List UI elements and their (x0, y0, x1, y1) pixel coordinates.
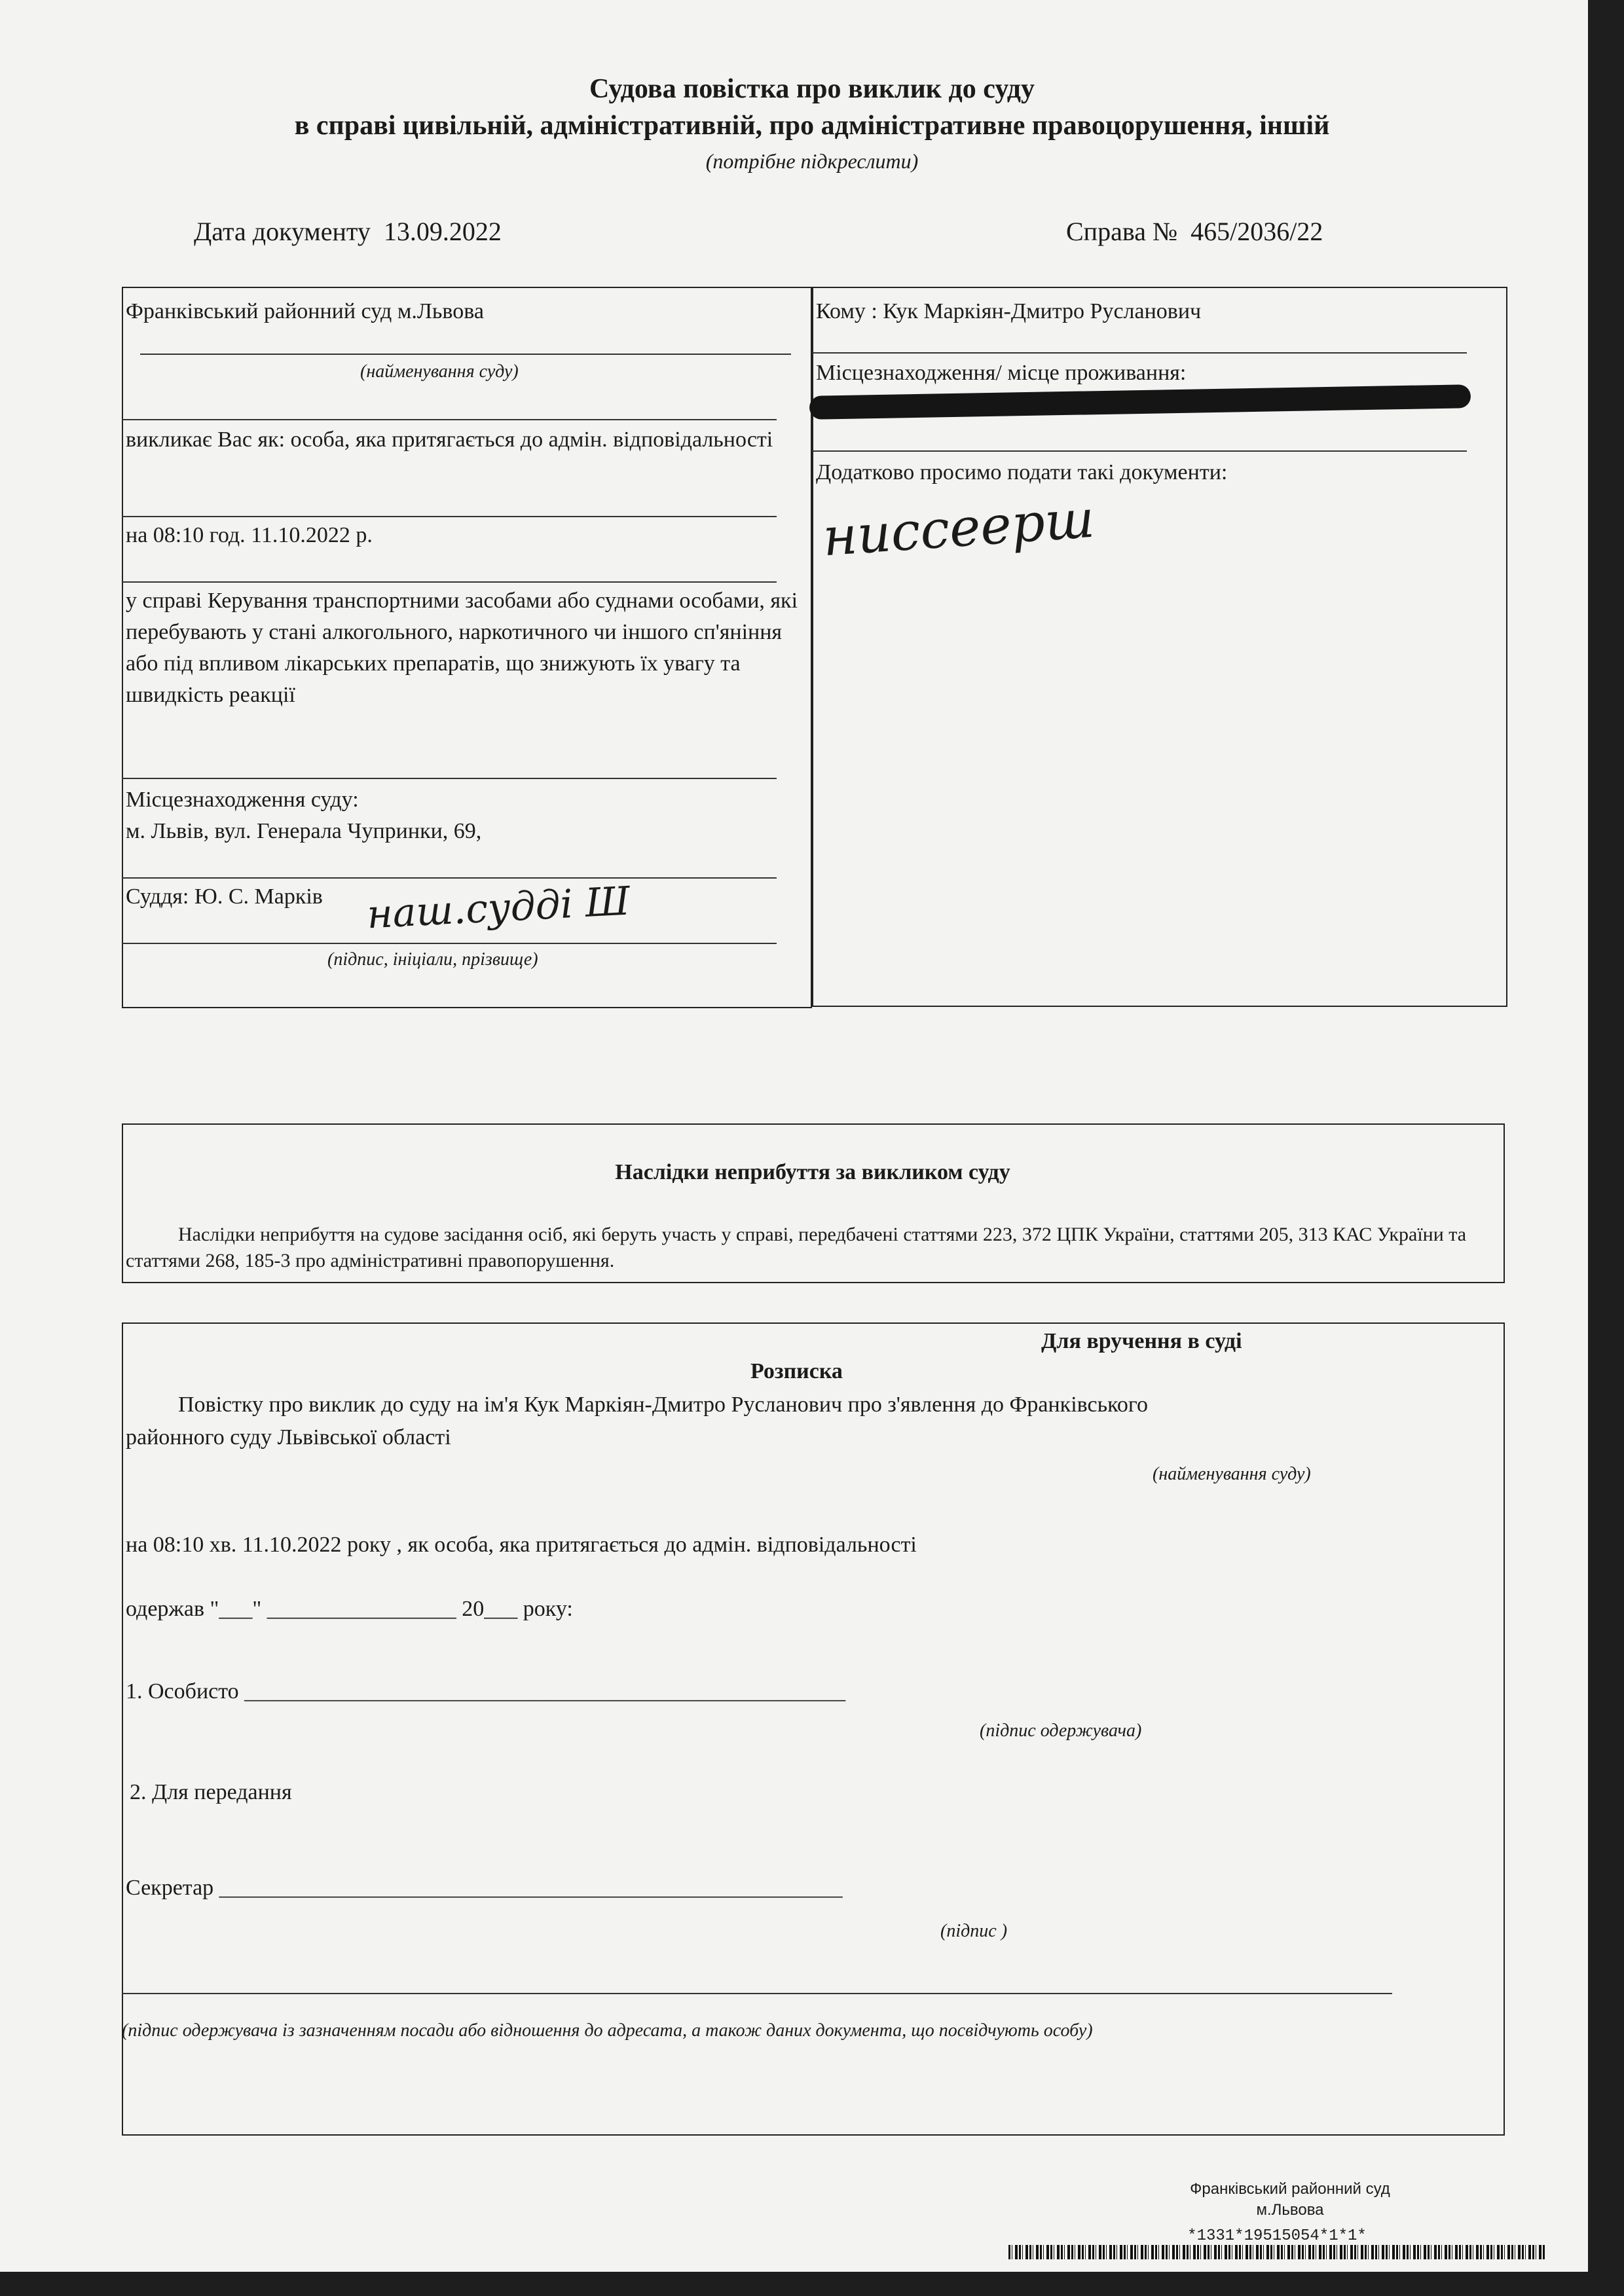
divider (812, 352, 1467, 354)
court-name-caption: (найменування суду) (360, 361, 519, 382)
judge-signature: наш.судді Ш (365, 878, 631, 938)
receipt-title: Розписка (750, 1359, 843, 1383)
receipt-time: на 08:10 хв. 11.10.2022 року , як особа, яка притягається до адмін. відповідальності (126, 1533, 917, 1557)
scan-edge-right (1588, 0, 1624, 2296)
scan-edge-bottom (0, 2272, 1624, 2296)
extra-docs-handwritten: ниссеерш (821, 488, 1097, 568)
court-location-label: Місцезнаходження суду: (126, 788, 359, 812)
divider (122, 419, 777, 420)
consequences-title: Наслідки неприбуття за викликом суду (615, 1160, 1010, 1184)
document-date-label: Дата документу (194, 217, 371, 246)
document-title-line2: в справі цивільній, адміністративній, про адміністративне правоцорушення, іншій (294, 111, 1330, 141)
barcode (1008, 2245, 1545, 2259)
receipt-line2: районного суду Львівської області (126, 1425, 451, 1449)
received-line: одержав "___" _________________ 20___ року: (126, 1597, 573, 1621)
divider (812, 450, 1467, 452)
receipt-line1: Повістку про виклик до суду на ім'я Кук Маркіян-Дмитро Русланович про з'явлення до Франківського (178, 1393, 1148, 1417)
footer-court-line2: м.Львова (1256, 2201, 1324, 2219)
recipient-details-caption: (підпис одержувача із зазначенням посади або відношення до адресата, а також даних документа, що посвідчують особу) (122, 2020, 1093, 2041)
document-title: Судова повістка про виклик до суду (589, 74, 1035, 104)
consequences-text: Наслідки неприбуття на судове засідання осіб, які беруть участь у справі, передбачені статтями 223, 372 ЦПК України, статтями 205, 313 КАС України та статтями 268, 185-3 про адміністративні правопорушення. (126, 1224, 1467, 1271)
divider (140, 354, 791, 355)
underline-note: (потрібне підкреслити) (705, 149, 919, 173)
personally-line: 1. Особисто ______________________________________________________ (126, 1679, 846, 1704)
case-subject: у справі Керування транспортними засобами або суднами особами, які перебувають у стані алкогольного, наркотичного чи іншого сп'яніння або під впливом лікарських препаратів, що знижують їх увагу та швидкість реакції (126, 589, 798, 707)
recipient-signature-caption: (підпис одержувача) (980, 1721, 1142, 1741)
addressee: Кому : Кук Маркіян-Дмитро Русланович (816, 299, 1202, 323)
residence-label: Місцезнаходження/ місце проживання: (816, 361, 1187, 385)
divider (122, 516, 777, 517)
extra-docs-label: Додатково просимо подати такі документи: (816, 460, 1228, 484)
secretary-line: Секретар ________________________________________________________ (126, 1876, 843, 1900)
document-date: 13.09.2022 (383, 217, 502, 246)
divider (122, 1993, 1392, 1994)
divider (122, 877, 777, 879)
case-number-line (1066, 216, 1323, 247)
hearing-time: на 08:10 год. 11.10.2022 р. (126, 523, 373, 547)
divider (122, 581, 777, 583)
summons-role: викликає Вас як: особа, яка притягається до адмін. відповідальності (126, 428, 773, 452)
divider (122, 943, 777, 944)
barcode-text: *1331*19515054*1*1* (1187, 2227, 1367, 2245)
case-number-label: Справа № (1066, 217, 1178, 246)
receipt-court-caption: (найменування суду) (1153, 1464, 1311, 1484)
for-court-delivery: Для вручення в суді (1041, 1329, 1242, 1353)
judge-name: Суддя: Ю. С. Марків (126, 884, 323, 909)
footer-court-line1: Франківський районний суд (1190, 2180, 1390, 2198)
case-number: 465/2036/22 (1190, 217, 1323, 246)
court-name: Франківський районний суд м.Львова (126, 299, 484, 323)
document-date-line (194, 216, 502, 247)
secretary-signature-caption: (підпис ) (940, 1921, 1008, 1941)
for-transfer: 2. Для передання (130, 1780, 292, 1804)
signature-caption: (підпис, ініціали, прізвище) (327, 949, 538, 970)
divider (122, 778, 777, 779)
court-address: м. Львів, вул. Генерала Чупринки, 69, (126, 819, 482, 843)
